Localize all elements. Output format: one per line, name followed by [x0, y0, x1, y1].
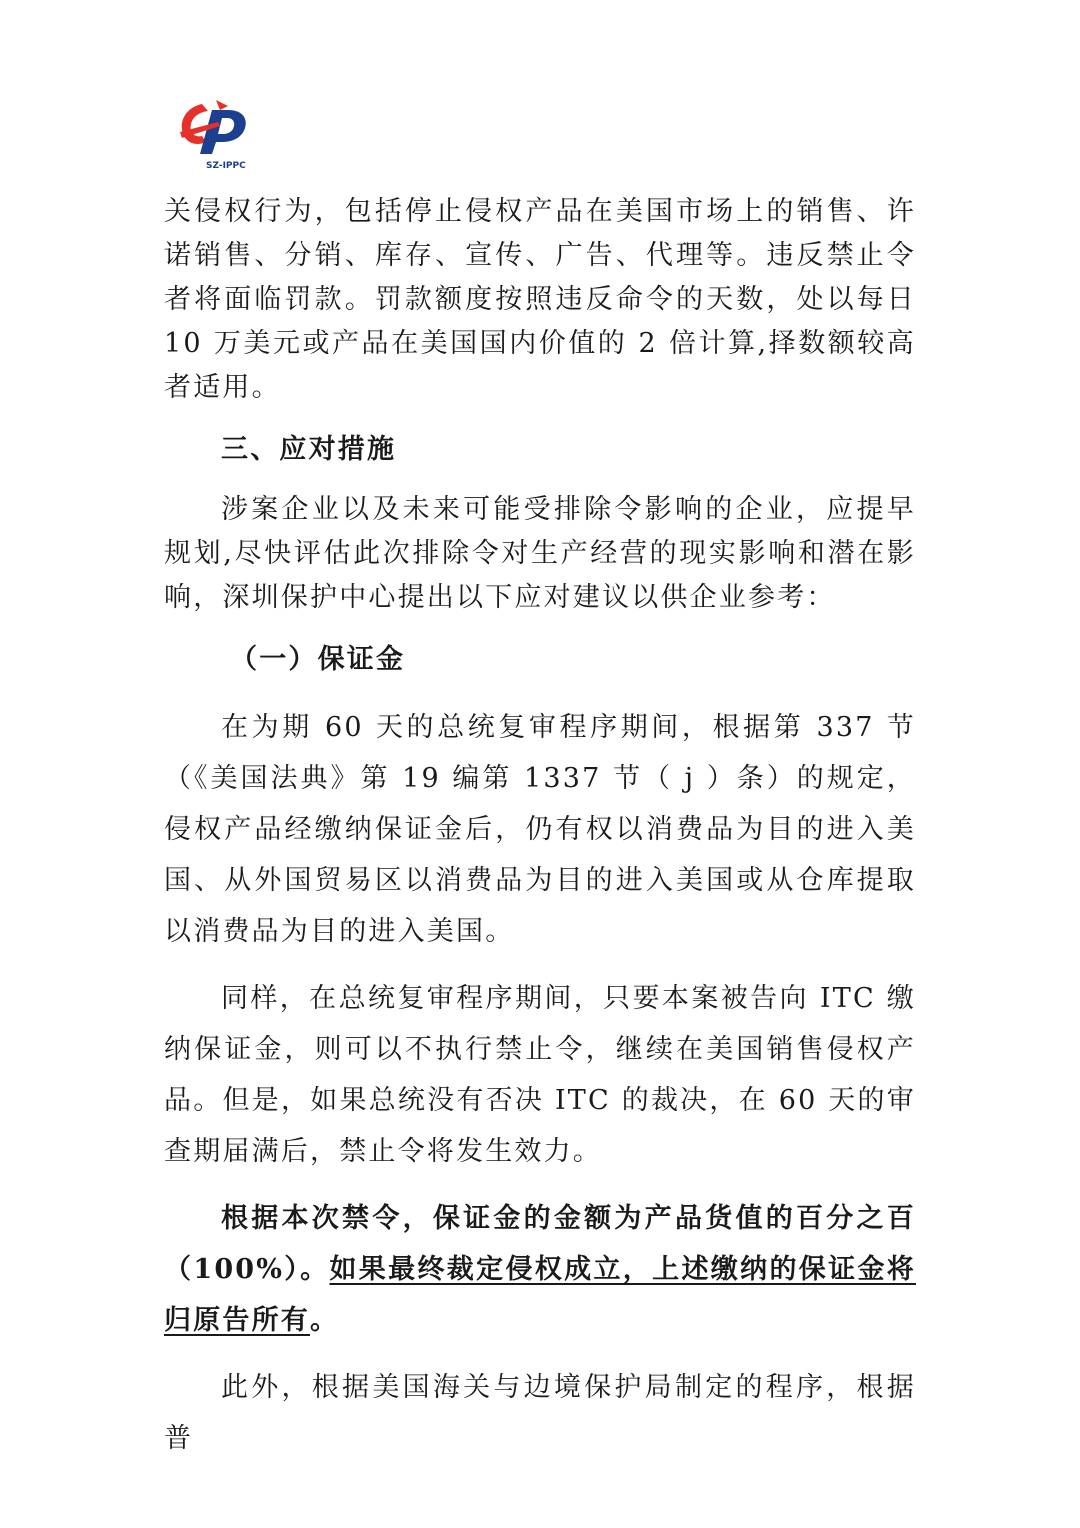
sz-ippc-logo — [172, 96, 254, 172]
logo-text: SZ-IPPC — [206, 161, 246, 171]
document-body — [164, 190, 916, 1464]
paragraph-review-period: 在为期 60 天的总统复审程序期间，根据第 337 节（《美国法典》第 19 编第 1337 节（ j ）条）的规定，侵权产品经缴纳保证金后，仍有权以消费品为目的进入美国、从外国贸易区以消费品为目的进入美国或从仓库提取以消费品为目的进入美国。 — [164, 712, 916, 947]
paragraph-bond-amount — [164, 1193, 916, 1346]
paragraph-cbp-procedure: 此外，根据美国海关与边境保护局制定的程序，根据普 — [164, 1372, 916, 1454]
paragraph-itc-bond: 同样，在总统复审程序期间，只要本案被告向 ITC 缴纳保证金，则可以不执行禁止令，继续在美国销售侵权产品。但是，如果总统没有否决 ITC 的裁决，在 60 天的审查期届满后，禁止令将发生效力。 — [164, 983, 916, 1167]
bond-amount-lead: 根据本次禁令，保证金的金额为产品货值的百分之百（100%）。 — [164, 1203, 916, 1285]
heading-measures: 三、应对措施 — [221, 434, 397, 465]
paragraph-advice: 涉案企业以及未来可能受排除令影响的企业，应提早规划,尽快评估此次排除令对生产经营的现实影响和潜在影响，深圳保护中心提出以下应对建议以供企业参考： — [164, 494, 916, 613]
bond-forfeit-underlined: 如果最终裁定侵权成立，上述缴纳的保证金将归原告所有 — [164, 1254, 916, 1336]
paragraph-penalty: 关侵权行为，包括停止侵权产品在美国市场上的销售、许诺销售、分销、库存、宣传、广告、代理等。违反禁止令者将面临罚款。罚款额度按照违反命令的天数，处以每日 10 万美元或产品在美国国内价值的 2 倍计算,择数额较高者适用。 — [164, 196, 916, 403]
bond-amount-end: 。 — [310, 1305, 340, 1336]
heading-bond: （一）保证金 — [230, 644, 406, 675]
